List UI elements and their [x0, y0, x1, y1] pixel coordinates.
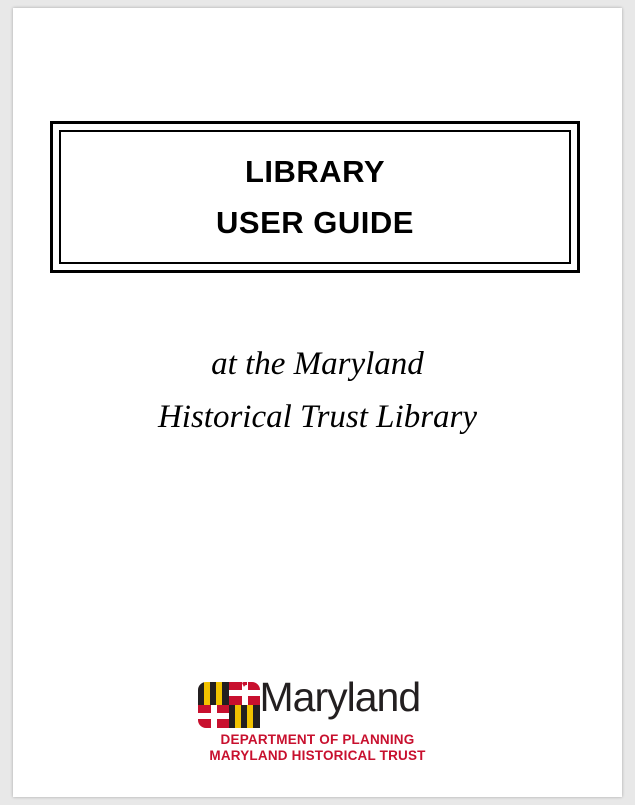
- page-subtitle: [13, 338, 622, 445]
- page-title-line-2: USER GUIDE: [216, 205, 414, 240]
- title-box: [50, 121, 580, 273]
- logo-inner: [198, 676, 438, 786]
- document-page: [13, 8, 622, 797]
- logo-department-line-1: DEPARTMENT OF PLANNING: [220, 732, 415, 747]
- maryland-flag-crossland-icon: [198, 682, 260, 728]
- page-title-line-1: LIBRARY: [244, 154, 386, 189]
- maryland-dop-logo: [13, 676, 622, 786]
- page-subtitle-line-2: Historical Trust Library: [157, 399, 478, 436]
- logo-wordmark: Maryland: [259, 674, 421, 720]
- title-box-inner: [59, 130, 571, 264]
- page-subtitle-line-1: at the Maryland: [211, 346, 424, 382]
- logo-department-line-2: MARYLAND HISTORICAL TRUST: [209, 748, 426, 763]
